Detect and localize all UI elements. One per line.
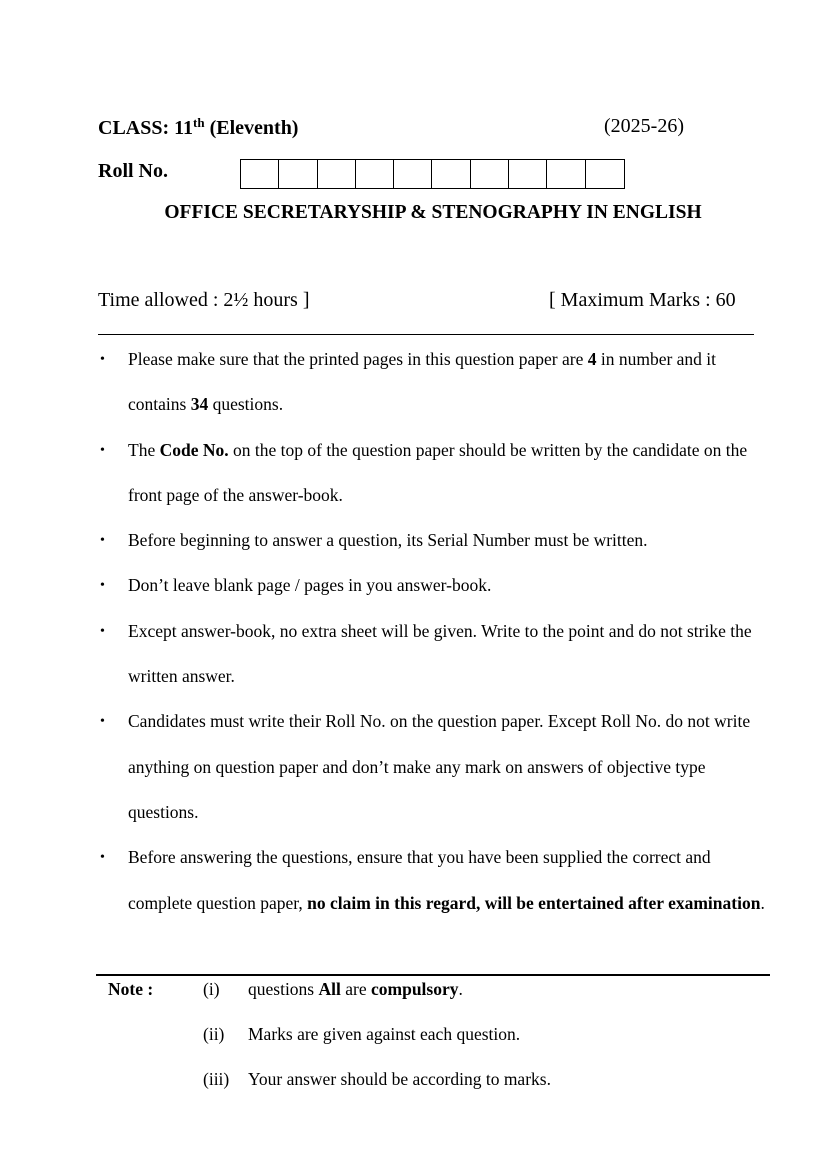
note-divider: [96, 974, 770, 976]
text-run: .: [458, 979, 463, 999]
bullet-icon: •: [100, 352, 105, 367]
instruction-item: [100, 835, 770, 926]
text-run: Except answer-book, no extra sheet will be given. Write to the point and do not strike the written answer.: [128, 620, 752, 687]
class-number: CLASS: 11: [98, 117, 194, 139]
text-run: Your answer should be according to marks.: [248, 1069, 551, 1089]
emphasis-text: Code No.: [159, 439, 229, 460]
text-run: Marks are given against each question.: [248, 1024, 521, 1044]
text-run: Candidates must write their Roll No. on the question paper. Except Roll No. do not write anything on question paper and don’t make any mark on answers of objective type questions.: [128, 711, 751, 822]
bullet-icon: •: [100, 533, 105, 549]
emphasis-text: All: [318, 979, 341, 999]
text-run: Before beginning to answer a question, its Serial Number must be written.: [128, 530, 648, 551]
roll-number-label: Roll No.: [98, 160, 168, 182]
instructions-list: [100, 337, 770, 926]
text-run: .: [760, 892, 765, 913]
note-item-number: (iii): [203, 1069, 230, 1089]
text-run: in number and it contains: [128, 349, 717, 415]
note-item-text: [248, 979, 463, 1000]
bullet-icon: •: [100, 442, 105, 458]
note-label: Note :: [108, 979, 154, 999]
roll-digit-box[interactable]: [356, 160, 394, 188]
emphasis-text: 4: [587, 349, 597, 369]
roll-digit-box[interactable]: [547, 160, 585, 188]
emphasis-text: no claim in this regard, will be entertained after examination: [307, 892, 761, 913]
roll-digit-box[interactable]: [279, 160, 317, 188]
roll-digit-box[interactable]: [394, 160, 432, 188]
time-allowed: Time allowed : 2½ hours ]: [98, 289, 310, 311]
instruction-item: [100, 699, 770, 835]
text-run: questions: [248, 979, 319, 999]
roll-digit-box[interactable]: [432, 160, 470, 188]
roll-number-boxes[interactable]: [240, 159, 625, 189]
text-run: The: [128, 439, 160, 460]
bullet-icon: •: [100, 578, 105, 594]
roll-digit-box[interactable]: [318, 160, 356, 188]
instruction-item: [100, 428, 770, 519]
bullet-icon: •: [100, 623, 105, 639]
instruction-item: [100, 337, 770, 428]
text-run: Before answering the questions, ensure that you have been supplied the correct and complete question paper,: [128, 847, 711, 913]
header-divider: [98, 334, 754, 335]
note-item-text: [248, 1024, 520, 1045]
emphasis-text: compulsory: [371, 979, 459, 999]
emphasis-text: 34: [190, 394, 209, 415]
maximum-marks: [ Maximum Marks : 60: [549, 289, 736, 311]
roll-digit-box[interactable]: [471, 160, 509, 188]
roll-digit-box[interactable]: [586, 160, 624, 188]
class-word: (Eleventh): [204, 117, 299, 139]
class-heading: [98, 115, 298, 140]
note-item-number: (ii): [203, 1024, 225, 1044]
subject-title: OFFICE SECRETARYSHIP & STENOGRAPHY IN ENGLISH: [164, 202, 702, 223]
note-item-text: [248, 1069, 551, 1090]
bullet-icon: •: [100, 714, 105, 730]
text-run: questions.: [208, 394, 284, 415]
note-item-number: (i): [203, 979, 220, 999]
roll-digit-box[interactable]: [241, 160, 279, 188]
bullet-icon: •: [100, 850, 105, 866]
text-run: on the top of the question paper should be written by the candidate on the front page of the answer-book.: [128, 439, 748, 505]
text-run: Please make sure that the printed pages in this question paper are: [128, 349, 588, 369]
instruction-item: [100, 518, 770, 563]
instruction-item: [100, 563, 770, 608]
text-run: are: [340, 979, 371, 999]
roll-digit-box[interactable]: [509, 160, 547, 188]
text-run: Don’t leave blank page / pages in you answer-book.: [128, 575, 492, 596]
session-year: (2025-26): [604, 115, 684, 137]
instruction-item: [100, 609, 770, 700]
class-ordinal-suffix: th: [193, 115, 205, 130]
